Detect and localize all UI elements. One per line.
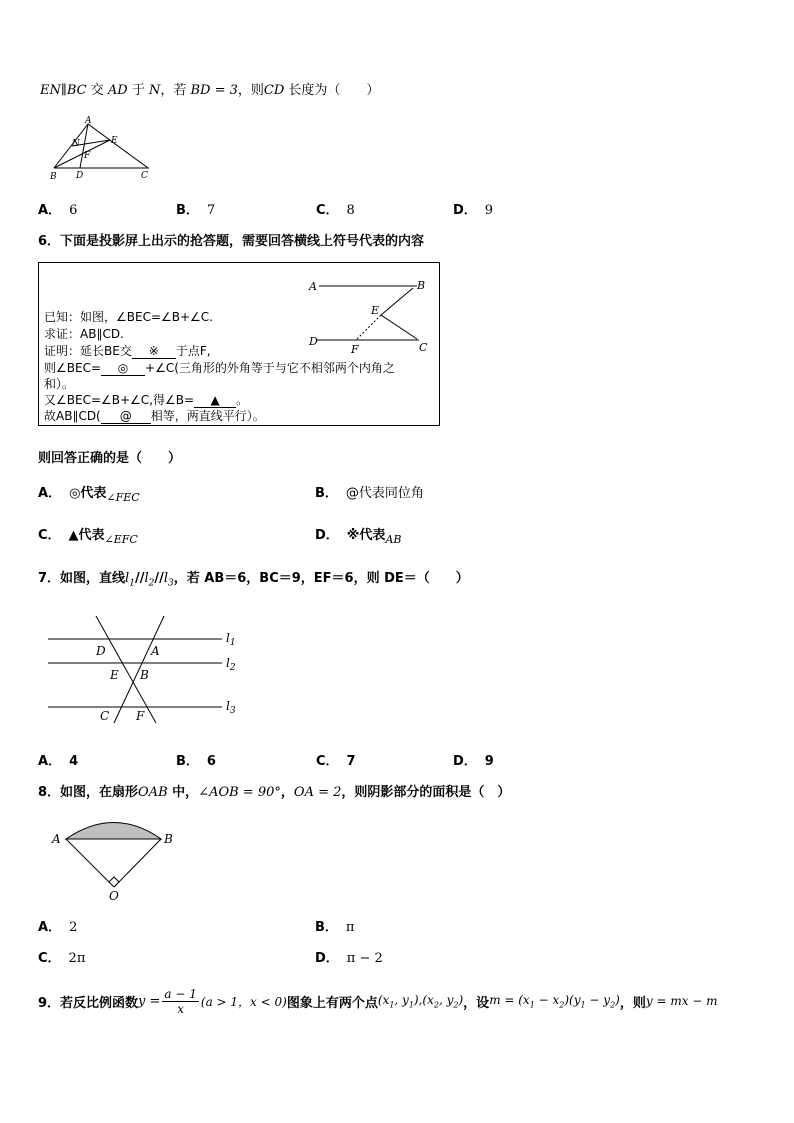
proof-text: +∠C(三角形的外角等于与它不相邻两个内角之 <box>145 361 395 375</box>
q5-option-c[interactable] <box>316 199 355 218</box>
option-letter: A． <box>38 754 62 769</box>
q9-math: − x <box>534 992 560 1007</box>
option-text: π <box>345 920 355 935</box>
q5-label-e: E <box>111 136 118 146</box>
blank-symbol-at: @ <box>101 409 151 424</box>
q6-option-a[interactable] <box>38 482 140 504</box>
option-text: 2π <box>68 951 86 966</box>
q6-label-d: D <box>309 335 318 348</box>
q5-text: ，则 <box>237 83 264 98</box>
q6-label-c: C <box>419 341 428 354</box>
q8-text: 中， <box>167 785 199 800</box>
q7-text: ，若 AB＝6，BC＝9，EF＝6，则 DE＝（ ） <box>173 571 469 586</box>
q7-label-l1: $l_1$ <box>226 631 236 648</box>
blank-symbol-circle: ◎ <box>101 361 145 376</box>
option-letter: C． <box>316 203 339 218</box>
q6-option-b[interactable] <box>315 482 424 501</box>
q8-math: OA = 2 <box>293 785 342 800</box>
q7-option-b[interactable] <box>176 750 216 769</box>
q8-right-angle-mark <box>109 877 119 887</box>
proof-text: 相等，两直线平行）。 <box>150 409 265 423</box>
option-math: AB <box>385 533 402 546</box>
q7-parallel-lines-figure <box>44 612 244 727</box>
q9-math: y = mx − m <box>645 994 718 1008</box>
q9-fraction <box>162 987 198 1016</box>
q6-proof-step2 <box>44 359 395 376</box>
q8-sector-figure <box>48 812 180 904</box>
q9-math: (a > 1，x < 0) <box>200 994 287 1009</box>
q8-label-a: A <box>52 832 61 846</box>
q6-proof-prove: 求证：AB∥CD. <box>44 327 124 341</box>
option-text: 2 <box>69 920 78 935</box>
q9-stem <box>38 983 718 1019</box>
q7-math: l <box>163 571 169 586</box>
q5-text: ，若 <box>160 83 191 98</box>
q9-math: y = <box>138 993 161 1009</box>
q5-option-a[interactable] <box>38 199 77 218</box>
blank-symbol-triangle: ▲ <box>194 393 236 408</box>
q7-math: l <box>125 571 130 586</box>
option-letter: B． <box>315 920 338 935</box>
q7-option-a[interactable] <box>38 750 78 769</box>
q9-fraction-numerator: a − 1 <box>164 986 197 1001</box>
q9-sub: 1 <box>580 1000 586 1010</box>
q9-sub: 2 <box>453 1000 459 1010</box>
q9-math: , y <box>394 992 409 1007</box>
blank-symbol-ref: ※ <box>132 344 176 359</box>
q5-label-n: N <box>72 139 80 149</box>
q5-math-ad: AD <box>107 83 128 98</box>
option-math: ∠FEC <box>106 491 140 504</box>
option-letter: A． <box>38 920 62 935</box>
q7-label-l2: $l_2$ <box>226 656 236 673</box>
q6-segment-be <box>381 288 413 315</box>
option-text: 8 <box>346 203 355 218</box>
option-text: @代表同位角 <box>345 486 424 501</box>
q9-math: , y <box>438 992 454 1007</box>
q5-stem <box>40 83 379 99</box>
q9-text: 图象上有两个点 <box>286 995 378 1011</box>
option-text: ▲代表 <box>68 528 105 543</box>
option-math: ∠EFC <box>104 533 138 546</box>
q9-sub: 2 <box>433 1000 439 1010</box>
q5-math-en-bc: EN∥BC <box>40 83 87 98</box>
option-letter: B． <box>315 486 338 501</box>
q7-parallel: // <box>134 571 145 586</box>
q9-math: )(y <box>564 992 581 1007</box>
q9-sub: 2 <box>559 1000 565 1010</box>
q5-math-bd: BD = 3 <box>190 83 238 98</box>
q9-text: 9．若反比例函数 <box>38 995 139 1011</box>
proof-text: 故AB∥CD( <box>44 409 101 423</box>
q8-option-b[interactable] <box>315 916 354 935</box>
q9-text: ，设 <box>463 995 490 1011</box>
q9-math: ) <box>615 992 620 1007</box>
q7-label-l3: $l_3$ <box>226 699 236 716</box>
q5-label-c: C <box>141 171 148 181</box>
q6-ask: 则回答正确的是（ ） <box>38 451 182 466</box>
q6-proof-step1 <box>44 342 211 359</box>
proof-text: 于点F, <box>175 344 211 358</box>
option-letter: C． <box>316 754 339 769</box>
option-letter: A． <box>38 203 62 218</box>
q9-sub: 1 <box>389 1000 395 1010</box>
q6-proof-given: 已知：如图，∠BEC=∠B+∠C. <box>44 310 214 324</box>
q6-segment-ec <box>381 315 417 339</box>
q7-math-sub: 1 <box>129 578 135 589</box>
q9-fraction-denominator: x <box>177 1001 185 1016</box>
q8-text: ， <box>280 785 294 800</box>
q7-stem <box>38 567 469 589</box>
option-text: ※代表 <box>346 528 386 543</box>
option-letter: C． <box>38 528 61 543</box>
q6-label-a: A <box>309 280 317 293</box>
q8-label-b: B <box>164 832 173 846</box>
q5-text: 于 <box>127 83 149 98</box>
option-letter: A． <box>38 486 62 501</box>
q9-math: ),(x <box>413 992 434 1007</box>
option-letter: D． <box>453 754 477 769</box>
q9-math: ) <box>458 992 464 1007</box>
option-letter: D． <box>453 203 477 218</box>
q5-math-cd: CD <box>263 83 285 98</box>
proof-text: 证明：延长BE交 <box>44 344 132 358</box>
q7-label-f: F <box>136 709 145 723</box>
option-letter: C． <box>38 951 61 966</box>
q9-text: ，则 <box>619 995 646 1011</box>
option-letter: D． <box>315 528 339 543</box>
q8-text: ，则阴影部分的面积是（ ） <box>341 785 511 800</box>
option-text: 7 <box>206 203 216 218</box>
q8-text: 8．如图，在扇形 <box>38 785 139 800</box>
q6-segment-ef-dashed <box>357 315 381 339</box>
option-letter: D． <box>315 951 339 966</box>
q6-parallel-figure <box>307 271 437 355</box>
q8-label-o: O <box>109 889 119 903</box>
q5-label-a: A <box>85 116 92 126</box>
q7-option-c[interactable] <box>316 750 356 769</box>
q8-option-c[interactable] <box>38 947 85 966</box>
q5-triangle-figure <box>46 116 156 182</box>
q9-math: − y <box>585 992 611 1007</box>
q9-math: (x <box>377 992 390 1007</box>
option-text: 6 <box>206 754 216 769</box>
q7-label-e: E <box>110 668 119 682</box>
q6-proof-box <box>38 262 440 426</box>
q6-label-f: F <box>351 343 359 355</box>
option-text: ◎代表 <box>69 486 107 501</box>
q7-label-d: D <box>96 644 106 658</box>
q6-option-d[interactable] <box>315 524 401 546</box>
option-text: 6 <box>69 203 78 218</box>
q5-label-d: D <box>76 171 84 181</box>
option-letter: B． <box>176 203 199 218</box>
q5-segment-ad <box>80 124 88 168</box>
q7-math: l <box>144 571 149 586</box>
q7-parallel: // <box>154 571 164 586</box>
q6-proof-conclusion <box>44 407 265 424</box>
q6-stem: 6．下面是投影屏上出示的抢答题，需要回答横线上符号代表的内容 <box>38 234 425 249</box>
q7-math-sub: 2 <box>148 578 155 589</box>
q5-option-b[interactable] <box>176 199 215 218</box>
proof-text: 。 <box>236 393 249 407</box>
q6-label-e: E <box>371 304 380 317</box>
option-letter: B． <box>176 754 199 769</box>
q5-text: 长度为（ ） <box>284 83 380 98</box>
option-text: 9 <box>484 203 494 218</box>
q9-sub: 1 <box>529 1000 535 1010</box>
option-text: 7 <box>346 754 356 769</box>
q8-stem <box>38 781 510 800</box>
q5-label-f: F <box>84 151 91 161</box>
q8-option-a[interactable] <box>38 916 77 935</box>
q5-text: 交 <box>86 83 108 98</box>
option-text: 9 <box>484 754 494 769</box>
q5-option-d[interactable] <box>453 199 493 218</box>
q8-option-d[interactable] <box>315 947 383 966</box>
q8-shaded-segment <box>66 823 161 840</box>
q7-label-a: A <box>151 644 160 658</box>
q5-label-b: B <box>50 172 57 182</box>
proof-text: 又∠BEC=∠B+∠C,得∠B= <box>44 393 195 407</box>
option-text: 4 <box>69 754 79 769</box>
q6-label-b: B <box>417 279 426 292</box>
q7-option-d[interactable] <box>453 750 494 769</box>
q9-sub: 2 <box>610 1000 616 1010</box>
q7-text: 7．如图，直线 <box>38 571 126 586</box>
q7-label-c: C <box>100 709 110 723</box>
option-text: π − 2 <box>346 951 383 966</box>
q8-radius-ob <box>114 839 161 887</box>
q9-math: m = (x <box>489 992 530 1007</box>
q8-math: ∠AOB = 90° <box>198 785 281 800</box>
q8-math: OAB <box>138 785 168 800</box>
q6-proof-step2-cont: 和）。 <box>44 377 75 391</box>
q6-proof-step3 <box>44 391 248 408</box>
q8-radius-oa <box>66 839 114 887</box>
q7-label-b: B <box>140 668 149 682</box>
q7-math-sub: 3 <box>168 578 174 589</box>
q9-sub: 1 <box>408 1000 414 1010</box>
proof-text: 则∠BEC= <box>44 361 102 375</box>
q5-math-n: N <box>148 83 161 98</box>
q6-option-c[interactable] <box>38 524 138 546</box>
